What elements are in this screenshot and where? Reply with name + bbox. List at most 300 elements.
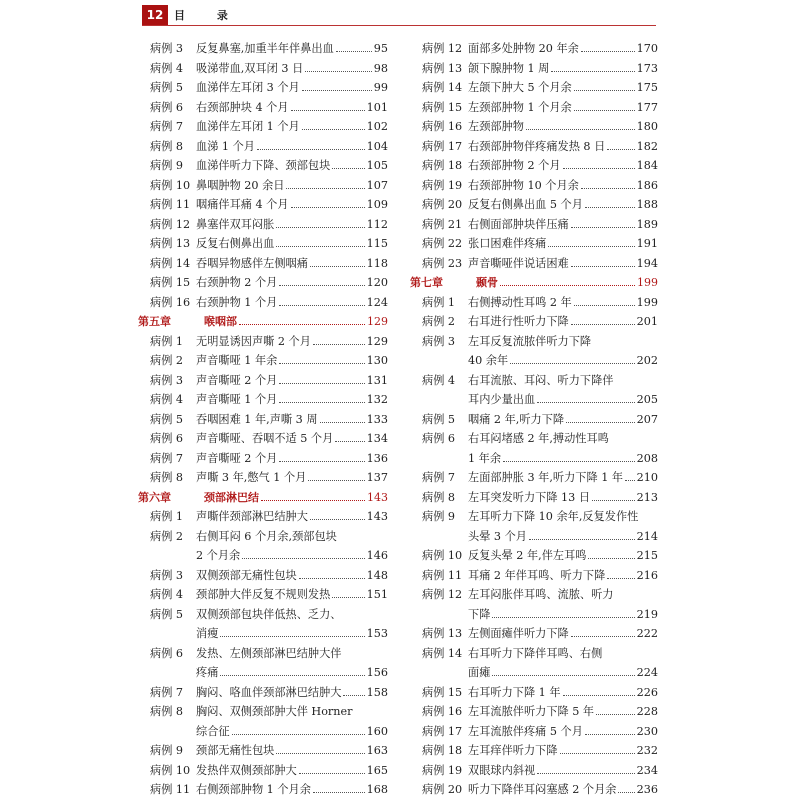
page-ref: 184 (636, 159, 658, 172)
leader-dots (291, 195, 365, 208)
case-label: 病例 9 (422, 510, 456, 523)
page-ref: 95 (373, 42, 388, 55)
leader-dots (232, 722, 365, 735)
toc-entry[interactable] (410, 566, 658, 586)
page-ref: 188 (636, 198, 658, 211)
case-label: 病例 10 (150, 178, 191, 192)
toc-entry[interactable] (138, 605, 388, 625)
toc-entry[interactable] (138, 78, 388, 98)
case-title: 右耳进行性听力下降 (468, 315, 569, 328)
leader-dots (563, 683, 635, 696)
case-label: 病例 4 (150, 588, 184, 601)
case-label: 病例 5 (422, 412, 456, 426)
case-title: 右颈部肿物 2 个月 (468, 159, 561, 172)
case-label: 病例 13 (422, 627, 463, 640)
case-title: 耳内少量出血 (468, 393, 536, 406)
leader-dots (571, 215, 635, 228)
page-ref: 219 (636, 607, 658, 621)
leader-dots (551, 59, 634, 72)
case-title: 听力下降伴耳闷塞感 2 个月余 (468, 783, 617, 796)
leader-dots (279, 273, 364, 286)
case-title: 右颈肿物 2 个月 (196, 276, 278, 289)
page-ref: 173 (636, 61, 658, 75)
leader-dots (332, 585, 364, 598)
toc-entry-continuation[interactable] (138, 722, 388, 742)
toc-entry-continuation[interactable] (410, 351, 658, 371)
case-label: 病例 3 (422, 334, 456, 348)
toc-entry[interactable] (410, 254, 658, 274)
case-title: 反复头晕 2 年,伴左耳鸣 (468, 549, 587, 562)
toc-chapter-heading[interactable] (410, 273, 658, 293)
page-ref: 109 (366, 198, 388, 211)
leader-dots (305, 59, 371, 72)
page-ref: 186 (636, 178, 658, 192)
toc-entry[interactable] (138, 234, 388, 254)
toc-entry[interactable] (138, 468, 388, 488)
page-ref: 228 (636, 705, 658, 718)
page-ref: 165 (366, 763, 388, 777)
toc-entry[interactable] (138, 39, 388, 59)
page-ref: 131 (366, 373, 388, 387)
case-label: 病例 7 (150, 120, 184, 133)
page-ref: 207 (636, 412, 658, 426)
case-title: 吸涕带血,双耳闭 3 日 (196, 61, 304, 75)
toc-entry-continuation[interactable] (410, 663, 658, 683)
case-label: 病例 17 (422, 724, 463, 738)
case-title: 耳痛 2 年伴耳鸣、听力下降 (468, 568, 606, 582)
leader-dots (571, 624, 635, 637)
case-title: 下降 (468, 607, 491, 621)
toc-chapter-heading[interactable] (138, 312, 388, 332)
toc-entry[interactable] (138, 527, 388, 547)
page-ref: 148 (366, 568, 388, 582)
case-title: 右耳闷堵感 2 年,搏动性耳鸣 (468, 432, 609, 445)
case-label: 病例 5 (150, 81, 184, 94)
case-title: 头晕 3 个月 (468, 529, 527, 543)
case-label: 病例 2 (422, 315, 456, 328)
chapter-title: 喉咽部 (204, 315, 237, 328)
case-label: 病例 12 (422, 42, 463, 55)
leader-dots (607, 566, 634, 579)
case-label: 病例 12 (150, 217, 191, 231)
leader-dots (299, 761, 365, 774)
toc-entry[interactable] (410, 195, 658, 215)
leader-dots (581, 39, 635, 52)
page-ref: 153 (366, 627, 388, 640)
leader-dots (592, 488, 635, 501)
leader-dots (279, 449, 364, 462)
case-label: 病例 6 (150, 432, 184, 445)
leader-dots (503, 449, 635, 462)
page-ref: 104 (366, 139, 388, 153)
toc-entry[interactable] (410, 137, 658, 157)
case-label: 病例 15 (422, 685, 463, 699)
case-label: 病例 16 (150, 295, 191, 309)
page-ref: 163 (366, 744, 388, 757)
toc-entry[interactable] (410, 624, 658, 644)
toc-entry[interactable] (410, 488, 658, 508)
case-label: 病例 6 (150, 646, 184, 660)
toc-entry[interactable] (410, 780, 658, 800)
toc-entry[interactable] (138, 780, 388, 800)
page-ref: 215 (636, 549, 658, 562)
toc-entry[interactable] (410, 546, 658, 566)
toc-entry[interactable] (138, 98, 388, 118)
page-header (142, 5, 656, 25)
case-label: 病例 16 (422, 120, 463, 133)
case-label: 病例 1 (422, 295, 456, 309)
page-ref: 143 (367, 490, 388, 504)
page-ref: 202 (636, 354, 658, 367)
toc-entry[interactable] (410, 98, 658, 118)
case-label: 病例 10 (422, 549, 463, 562)
case-label: 病例 22 (422, 237, 463, 250)
page-ref: 224 (636, 666, 658, 679)
page-ref: 136 (366, 451, 388, 465)
case-title: 声嘶 3 年,憋气 1 个月 (196, 471, 307, 484)
toc-entry-continuation[interactable] (138, 546, 388, 566)
toc-entry[interactable] (138, 683, 388, 703)
toc-entry[interactable] (410, 59, 658, 79)
page-ref: 230 (636, 724, 658, 738)
case-title: 右颈部肿物伴疼痛发热 8 日 (468, 139, 606, 153)
leader-dots (320, 410, 365, 423)
page-ref: 210 (636, 471, 658, 484)
page-ref: 120 (366, 276, 388, 289)
case-label: 病例 7 (150, 451, 184, 465)
page-number-badge: 12 (142, 5, 168, 25)
case-title: 左耳突发听力下降 13 日 (468, 490, 591, 504)
case-label: 病例 1 (150, 510, 184, 523)
toc-entry[interactable] (410, 78, 658, 98)
case-label: 病例 2 (150, 354, 184, 367)
case-label: 病例 6 (150, 100, 184, 114)
toc-entry-continuation[interactable] (138, 663, 388, 683)
toc-entry[interactable] (410, 312, 658, 332)
case-title: 右侧搏动性耳鸣 2 年 (468, 295, 572, 309)
case-label: 病例 9 (150, 159, 184, 172)
leader-dots (242, 546, 364, 559)
page-ref: 160 (366, 724, 388, 738)
case-label: 病例 13 (422, 61, 463, 75)
page-ref: 132 (366, 393, 388, 406)
toc-entry[interactable] (410, 702, 658, 722)
chapter-title: 颈部淋巴结 (204, 490, 259, 504)
case-label: 病例 21 (422, 217, 463, 231)
case-title: 40 余年 (468, 354, 509, 367)
page-ref: 236 (636, 783, 658, 796)
toc-entry[interactable] (410, 410, 658, 430)
toc-entry[interactable] (410, 117, 658, 137)
case-title: 右侧面部肿块伴压痛 (468, 217, 569, 231)
case-title: 声嘶伴颈部淋巴结肿大 (196, 510, 308, 523)
header-rule (142, 25, 656, 26)
case-label: 病例 19 (422, 178, 463, 192)
leader-dots (625, 468, 635, 481)
case-label: 病例 18 (422, 744, 463, 757)
leader-dots (566, 410, 635, 423)
case-title: 消瘦 (196, 627, 219, 640)
toc-chapter-heading[interactable] (138, 488, 388, 508)
case-title: 张口困难伴疼痛 (468, 237, 547, 250)
chapter-number: 第五章 (138, 315, 171, 328)
toc-entry[interactable] (410, 761, 658, 781)
toc-entry[interactable] (410, 683, 658, 703)
leader-dots (257, 137, 365, 150)
case-label: 病例 16 (422, 705, 463, 718)
leader-dots (279, 293, 364, 306)
toc-entry[interactable] (410, 507, 658, 527)
case-label: 病例 23 (422, 256, 463, 270)
case-title: 血涕伴左耳闭 3 个月 (196, 81, 300, 94)
case-label: 病例 4 (150, 393, 184, 406)
case-title: 右侧耳闷 6 个月余,颈部包块 (196, 529, 337, 543)
page-ref: 156 (366, 666, 388, 679)
case-title: 双侧颈部包块伴低热、乏力、 (196, 607, 342, 621)
toc-entry[interactable] (138, 371, 388, 391)
toc-entry[interactable] (410, 176, 658, 196)
leader-dots (492, 663, 634, 676)
case-title: 反复右侧鼻出血 5 个月 (468, 198, 583, 211)
page-ref: 194 (636, 256, 658, 270)
toc-entry[interactable] (138, 410, 388, 430)
toc-entry[interactable] (138, 293, 388, 313)
page-ref: 222 (636, 627, 658, 640)
case-title: 1 年余 (468, 451, 502, 465)
leader-dots (510, 351, 634, 364)
case-title: 反复右侧鼻出血 (196, 237, 275, 250)
page-ref: 189 (636, 217, 658, 231)
toc-entry[interactable] (410, 429, 658, 449)
case-title: 右耳听力下降伴耳鸣、右侧 (468, 646, 603, 660)
case-title: 左颌下肿大 5 个月余 (468, 81, 572, 94)
case-label: 病例 15 (422, 100, 463, 114)
toc-entry[interactable] (410, 332, 658, 352)
leader-dots (332, 156, 364, 169)
toc-entry[interactable] (138, 176, 388, 196)
toc-entry[interactable] (138, 644, 388, 664)
leader-dots (276, 215, 364, 228)
toc-entry[interactable] (138, 332, 388, 352)
leader-dots (308, 468, 364, 481)
case-label: 病例 11 (422, 568, 463, 582)
case-label: 病例 4 (150, 61, 184, 75)
case-label: 病例 8 (150, 471, 184, 484)
case-title: 发热伴双侧颈部肿大 (196, 763, 297, 777)
case-title: 综合征 (196, 724, 230, 738)
toc-entry-continuation[interactable] (410, 390, 658, 410)
toc-entry[interactable] (410, 39, 658, 59)
case-label: 病例 3 (150, 568, 184, 582)
leader-dots (335, 429, 364, 442)
toc-entry[interactable] (138, 351, 388, 371)
case-title: 颌下腺肿物 1 周 (468, 61, 550, 75)
case-title: 胸闷、双侧颈部肿大伴 Horner (196, 705, 353, 718)
case-title: 反复鼻塞,加重半年伴鼻出血 (196, 42, 334, 55)
toc-entry[interactable] (410, 234, 658, 254)
toc-entry[interactable] (410, 585, 658, 605)
toc-entry-continuation[interactable] (410, 527, 658, 547)
toc-entry[interactable] (410, 293, 658, 313)
toc-entry-continuation[interactable] (138, 624, 388, 644)
case-title: 吞咽困难 1 年,声嘶 3 周 (196, 412, 318, 426)
leader-dots (574, 78, 635, 91)
leader-dots (276, 741, 364, 754)
toc-entry[interactable] (138, 390, 388, 410)
toc-entry[interactable] (138, 273, 388, 293)
case-title: 左耳流脓伴疼痛 5 个月 (468, 724, 583, 738)
toc-entry[interactable] (138, 741, 388, 761)
case-title: 左侧面瘫伴听力下降 (468, 627, 569, 640)
toc-entry[interactable] (138, 761, 388, 781)
leader-dots (343, 683, 364, 696)
leader-dots (526, 117, 635, 130)
page-ref: 151 (366, 588, 388, 601)
case-label: 病例 11 (150, 198, 191, 211)
leader-dots (571, 254, 635, 267)
case-title: 右耳流脓、耳闷、听力下降伴 (468, 373, 614, 387)
leader-dots (310, 507, 365, 520)
page-ref: 199 (637, 276, 658, 289)
case-title: 面部多处肿物 20 年余 (468, 42, 579, 55)
toc-entry[interactable] (138, 215, 388, 235)
leader-dots (585, 195, 635, 208)
case-label: 病例 5 (150, 412, 184, 426)
toc-right-column (410, 39, 658, 800)
toc-entry-continuation[interactable] (410, 449, 658, 469)
header-title: 目 录 (174, 9, 242, 22)
case-label: 病例 8 (422, 490, 456, 504)
leader-dots (302, 78, 372, 91)
case-label: 病例 20 (422, 783, 463, 796)
toc-entry[interactable] (410, 644, 658, 664)
page-ref: 102 (366, 120, 388, 133)
toc-entry[interactable] (138, 507, 388, 527)
page-ref: 112 (366, 217, 388, 231)
page-ref: 234 (636, 763, 658, 777)
page-ref: 143 (366, 510, 388, 523)
case-title: 左颈部肿物 (468, 120, 524, 133)
page-ref: 170 (636, 42, 658, 55)
toc-left-column (138, 39, 388, 800)
page-ref: 180 (636, 120, 658, 133)
toc-entry[interactable] (138, 254, 388, 274)
case-label: 病例 13 (150, 237, 191, 250)
page-ref: 213 (636, 490, 658, 504)
toc-entry[interactable] (138, 702, 388, 722)
page-ref: 101 (366, 100, 388, 114)
case-title: 血涕 1 个月 (196, 139, 255, 153)
case-label: 病例 2 (150, 529, 184, 543)
case-title: 左耳痒伴听力下降 (468, 744, 558, 757)
page-ref: 214 (636, 529, 658, 543)
leader-dots (279, 390, 364, 403)
toc-entry[interactable] (138, 59, 388, 79)
case-title: 左面部肿胀 3 年,听力下降 1 年 (468, 471, 624, 484)
page-ref: 129 (366, 334, 388, 348)
case-label: 病例 15 (150, 276, 191, 289)
case-label: 病例 8 (150, 705, 184, 718)
toc-entry[interactable] (410, 371, 658, 391)
leader-dots (279, 351, 364, 364)
toc-entry[interactable] (410, 722, 658, 742)
toc-entry[interactable] (138, 429, 388, 449)
case-label: 病例 14 (150, 256, 191, 270)
leader-dots (291, 98, 365, 111)
leader-dots (313, 332, 365, 345)
leader-dots (574, 293, 635, 306)
toc-entry[interactable] (138, 585, 388, 605)
page-ref: 232 (636, 744, 658, 757)
case-label: 病例 4 (422, 373, 456, 387)
page-ref: 177 (636, 100, 658, 114)
leader-dots (618, 780, 634, 793)
page-ref: 168 (366, 783, 388, 796)
toc-entry[interactable] (410, 468, 658, 488)
leader-dots (310, 254, 365, 267)
case-title: 咽痛伴耳痛 4 个月 (196, 198, 289, 211)
leader-dots (585, 722, 635, 735)
case-title: 右颈肿物 1 个月 (196, 295, 278, 309)
toc-entry[interactable] (138, 566, 388, 586)
case-title: 左耳闷胀伴耳鸣、流脓、听力 (468, 588, 614, 601)
case-title: 声音嘶哑 1 年余 (196, 354, 278, 367)
toc-entry[interactable] (410, 156, 658, 176)
page-ref: 226 (636, 685, 658, 699)
toc-entry[interactable] (138, 195, 388, 215)
leader-dots (279, 371, 364, 384)
case-title: 发热、左侧颈部淋巴结肿大伴 (196, 646, 342, 660)
case-label: 病例 7 (150, 685, 184, 699)
chapter-title: 颞骨 (476, 276, 498, 289)
case-title: 声音嘶哑 2 个月 (196, 451, 278, 465)
case-label: 病例 6 (422, 432, 456, 445)
leader-dots (220, 624, 364, 637)
page-ref: 137 (366, 471, 388, 484)
leader-dots (571, 312, 635, 325)
case-title: 鼻塞伴双耳闷胀 (196, 217, 275, 231)
leader-dots (581, 176, 635, 189)
page-ref: 134 (366, 432, 388, 445)
case-title: 颈部无痛性包块 (196, 744, 275, 757)
toc-entry-continuation[interactable] (410, 605, 658, 625)
leader-dots (492, 605, 634, 618)
chapter-number: 第六章 (138, 490, 171, 504)
toc-entry[interactable] (138, 156, 388, 176)
leader-dots (313, 780, 365, 793)
leader-dots (220, 663, 364, 676)
case-label: 病例 18 (422, 159, 463, 172)
toc-entry[interactable] (138, 117, 388, 137)
toc-entry[interactable] (138, 449, 388, 469)
case-label: 病例 8 (150, 139, 184, 153)
case-title: 2 个月余 (196, 549, 241, 562)
case-title: 面瘫 (468, 666, 491, 679)
case-title: 右耳听力下降 1 年 (468, 685, 561, 699)
case-title: 左耳反复流脓伴听力下降 (468, 334, 592, 348)
toc-entry[interactable] (410, 741, 658, 761)
leader-dots (261, 488, 365, 501)
case-label: 病例 11 (150, 783, 191, 796)
leader-dots (607, 137, 634, 150)
leader-dots (302, 117, 365, 130)
case-label: 病例 14 (422, 81, 463, 94)
page-ref: 133 (366, 412, 388, 426)
toc-entry[interactable] (138, 137, 388, 157)
case-title: 鼻咽肿物 20 余日 (196, 178, 285, 192)
leader-dots (286, 176, 364, 189)
toc-entry[interactable] (410, 215, 658, 235)
